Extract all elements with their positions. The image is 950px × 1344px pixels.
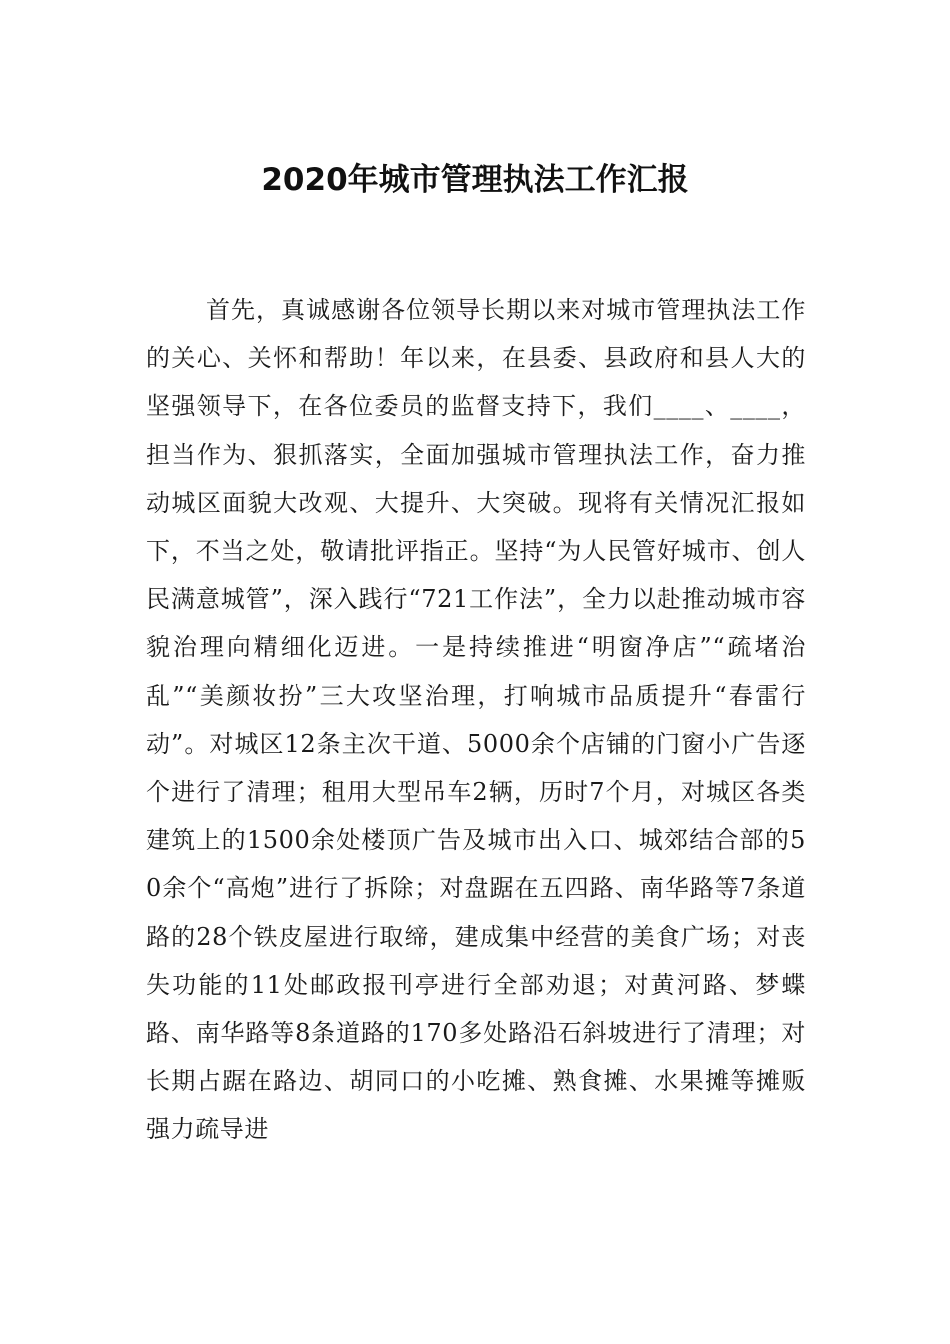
body-paragraph: 首先，真诚感谢各位领导长期以来对城市管理执法工作的关心、关怀和帮助！年以来，在县委、县政府和县人大的坚强领导下，在各位委员的监督支持下，我们____、____，担当作为、狠抓落实，全面加强城市管理执法工作，奋力推动城区面貌大改观、大提升、大突破。现将有关情况汇报如下，不当之处，敬请批评指正。坚持“为人民管好城市、创人民满意城管”，深入践行“721工作法”，全力以赴推动城市容貌治理向精细化迈进。一是持续推进“明窗净店”“疏堵治乱”“美颜妆扮”三大攻坚治理，打响城市品质提升“春雷行动”。对城区12条主次干道、5000余个店铺的门窗小广告逐个进行了清理；租用大型吊车2辆，历时7个月，对城区各类建筑上的1500余处楼顶广告及城市出入口、城郊结合部的50余个“高炮”进行了拆除；对盘踞在五四路、南华路等7条道路的28个铁皮屋进行取缔，建成集中经营的美食广场；对丧失功能的11处邮政报刊亭进行全部劝退；对黄河路、梦蝶路、南华路等8条道路的170多处路沿石斜坡进行了清理；对长期占踞在路边、胡同口的小吃摊、熟食摊、水果摊等摊贩强力疏导进	[146, 296, 806, 1144]
document-title: 2020年城市管理执法工作汇报	[261, 162, 689, 198]
